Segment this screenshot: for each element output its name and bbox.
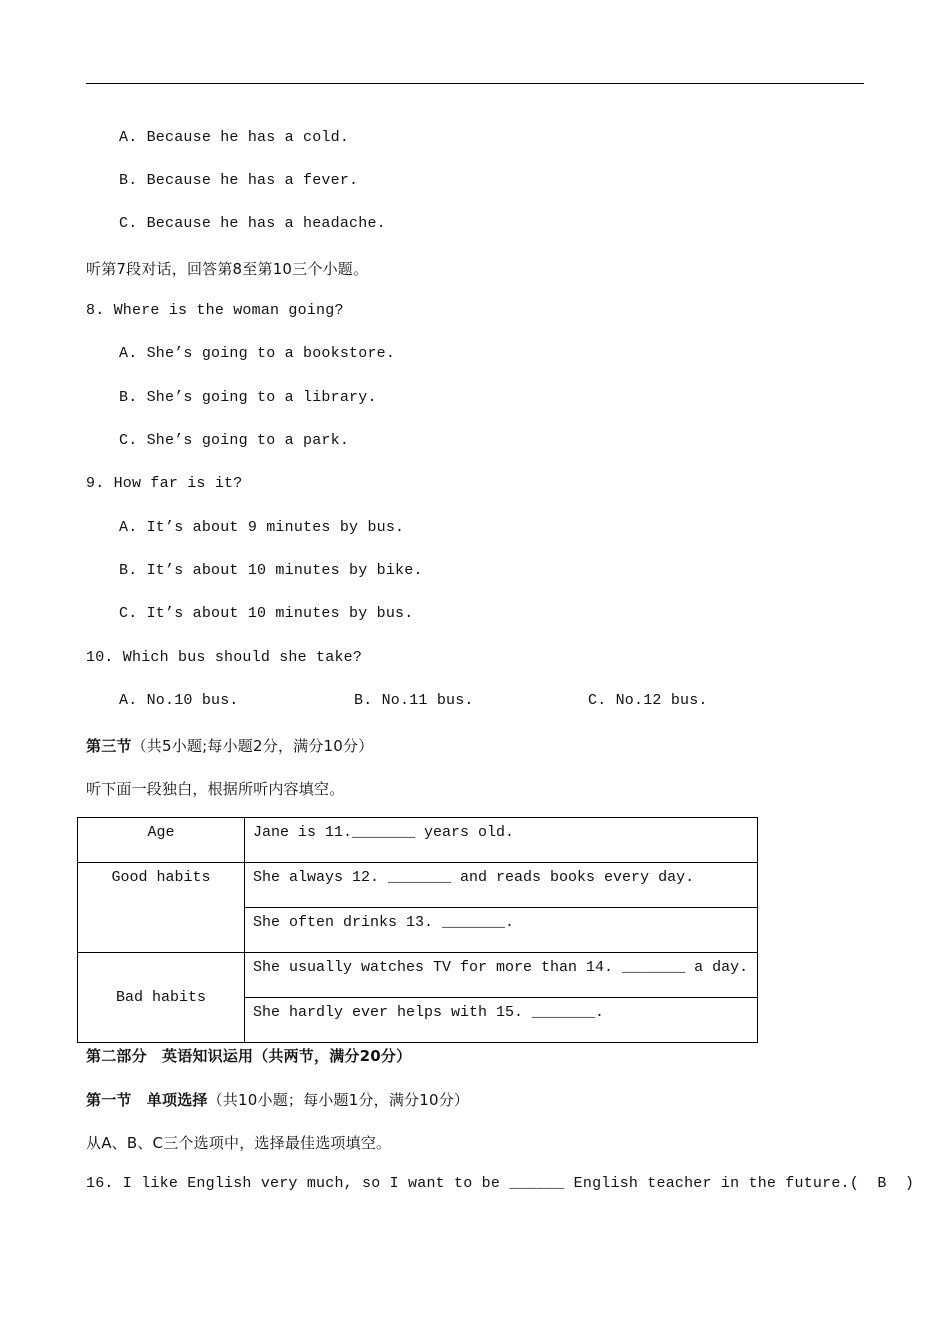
section3-heading [86,735,373,756]
q7-option-b: B. Because he has a fever. [119,172,359,189]
q8-question: 8. Where is the woman going? [86,302,344,319]
dialogue7-instruction: 听第7段对话，回答第8至第10三个小题。 [86,260,369,278]
q8-option-a: A. She’s going to a bookstore. [119,345,396,362]
q9-question: 9. How far is it? [86,475,243,492]
bad-habit-2: She hardly ever helps with 15. _______. [245,998,758,1043]
q7-option-a: A. Because he has a cold. [119,129,350,146]
habits-table [77,817,758,1043]
q9-option-c: C. It’s about 10 minutes by bus. [119,605,414,622]
q10-option-b: B. No.11 bus. [354,692,474,709]
part2-section1-title: 第一节 单项选择 [86,1091,208,1109]
part2-section1-instruction: 从A、B、C三个选项中，选择最佳选项填空。 [86,1134,392,1152]
q9-option-b: B. It’s about 10 minutes by bike. [119,562,423,579]
section3-title-rest: （共5小题;每小题2分，满分10分） [131,737,374,755]
table-row [78,863,758,908]
bad-habit-1: She usually watches TV for more than 14. _______ a day. [245,953,758,998]
good-habit-1: She always 12. _______ and reads books every day. [245,863,758,908]
age-label: Age [78,818,245,863]
part2-title: 第二部分 英语知识运用（共两节，满分20分） [86,1047,412,1065]
header-rule [86,83,864,84]
q8-option-b: B. She’s going to a library. [119,389,377,406]
age-cell: Jane is 11._______ years old. [245,818,758,863]
table-row [78,818,758,863]
part2-section1-heading [86,1089,469,1110]
good-habits-label: Good habits [78,863,245,953]
section3-title: 第三节 [86,737,132,755]
q10-option-c: C. No.12 bus. [588,692,708,709]
q8-option-c: C. She’s going to a park. [119,432,350,449]
q10-option-a: A. No.10 bus. [119,692,239,709]
q16-question: 16. I like English very much, so I want to be ______ English teacher in the future.( B ) [86,1175,915,1192]
q7-option-c: C. Because he has a headache. [119,215,386,232]
bad-habits-label: Bad habits [78,953,245,1043]
table-row [78,953,758,998]
q9-option-a: A. It’s about 9 minutes by bus. [119,519,405,536]
good-habit-2: She often drinks 13. _______. [245,908,758,953]
part2-section1-title-rest: （共10小题；每小题1分，满分10分） [207,1091,470,1109]
q10-question: 10. Which bus should she take? [86,649,363,666]
section3-instruction: 听下面一段独白，根据所听内容填空。 [86,780,345,798]
